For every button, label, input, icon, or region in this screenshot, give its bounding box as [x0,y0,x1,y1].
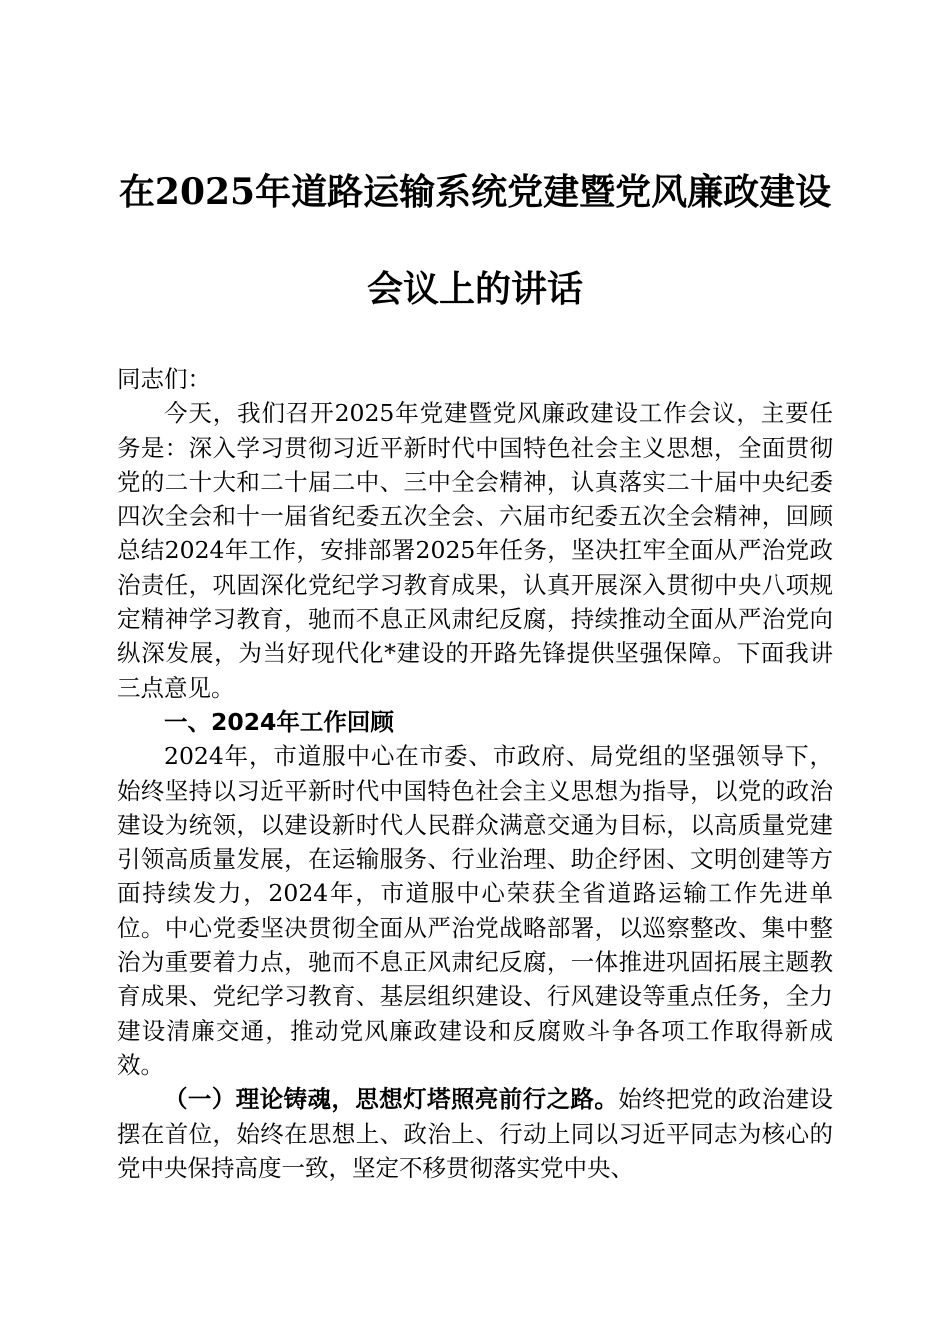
salutation: 同志们： [117,365,211,393]
document-title-line-2: 会议上的讲话 [366,268,583,310]
section-heading-1: 一、2024年工作回顾 [164,707,394,736]
document-body [117,362,833,1185]
document-title-line-1: 在2025年道路运输系统党建暨党风廉政建设 [118,171,832,213]
subsection-heading-1: （一）理论铸魂，思想灯塔照亮前行之路。 [164,1085,619,1114]
section-1-paragraph: 2024年，市道服中心在市委、市政府、局党组的坚强领导下，始终坚持以习近平新时代中国特色社会主义思想为指导，以党的政治建设为统领，以建设新时代人民群众满意交通为目标，以高质量党建引领高质量发展，在运输服务、行业治理、助企纾困、文明创建等方面持续发力，2024年，市道服中心荣获全省道路运输工作先进单位。中心党委坚决贯彻全面从严治党战略部署，以巡察整改、集中整治为重要着力点，驰而不息正风肃纪反腐，一体推进巩固拓展主题教育成果、党纪学习教育、基层组织建设、行风建设等重点任务，全力建设清廉交通，推动党风廉政建设和反腐败斗争各项工作取得新成效。 [117,742,833,1079]
subsection-1-text: 始终把党的政治建设摆在首位，始终在思想上、政治上、行动上同以习近平同志为核心的党中央保持高度一致，坚定不移贯彻落实党中央、 [117,1085,834,1182]
subsection-1-paragraph [117,1082,833,1185]
intro-paragraph: 今天，我们召开2025年党建暨党风廉政建设工作会议，主要任务是：深入学习贯彻习近平新时代中国特色社会主义思想，全面贯彻党的二十大和二十届二中、三中全会精神，认真落实二十届中央纪委四次全会和十一届省纪委五次全会、六届市纪委五次全会精神，回顾总结2024年工作，安排部署2025年任务，坚决扛牢全面从严治党政治责任，巩固深化党纪学习教育成果，认真开展深入贯彻中央八项规定精神学习教育，驰而不息正风肃纪反腐，持续推动全面从严治党向纵深发展，为当好现代化*建设的开路先锋提供坚强保障。下面我讲三点意见。 [117,399,833,702]
